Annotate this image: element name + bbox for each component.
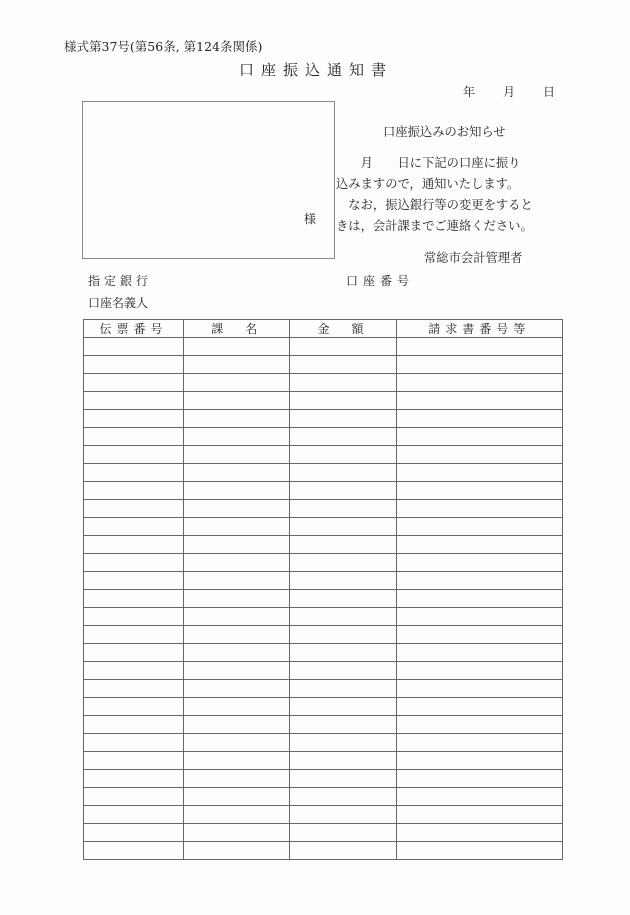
table-cell — [290, 338, 396, 356]
table-row — [84, 806, 563, 824]
table-cell — [396, 464, 562, 482]
table-cell — [184, 716, 290, 734]
table-cell — [84, 410, 184, 428]
table-cell — [84, 572, 184, 590]
table-row — [84, 482, 563, 500]
table-cell — [396, 482, 562, 500]
table-cell — [396, 518, 562, 536]
table-cell — [290, 770, 396, 788]
table-cell — [290, 410, 396, 428]
notice-block — [336, 122, 562, 269]
table-cell — [84, 734, 184, 752]
table-cell — [290, 644, 396, 662]
table-cell — [290, 698, 396, 716]
table-row — [84, 716, 563, 734]
table-row — [84, 500, 563, 518]
form-number: 様式第37号(第56条, 第124条関係) — [64, 39, 263, 54]
table-row — [84, 374, 563, 392]
table-cell — [396, 374, 562, 392]
table-cell — [84, 554, 184, 572]
table-cell — [290, 536, 396, 554]
table-cell — [84, 392, 184, 410]
notice-line: 込みますので，通知いたします。 — [336, 177, 520, 191]
table-cell — [84, 752, 184, 770]
table-row — [84, 410, 563, 428]
table-cell — [84, 356, 184, 374]
table-cell — [290, 428, 396, 446]
table-cell — [290, 446, 396, 464]
table-cell — [290, 518, 396, 536]
table-cell — [84, 428, 184, 446]
table-cell — [290, 626, 396, 644]
table-cell — [84, 338, 184, 356]
table-cell — [290, 482, 396, 500]
table-cell — [84, 446, 184, 464]
table-cell — [184, 482, 290, 500]
table-cell — [184, 356, 290, 374]
table-cell — [184, 500, 290, 518]
table-cell — [396, 536, 562, 554]
table-cell — [184, 734, 290, 752]
table-cell — [184, 608, 290, 626]
table-cell — [184, 626, 290, 644]
table-row — [84, 662, 563, 680]
table-cell — [184, 392, 290, 410]
notice-line: きは，会計課までご連絡ください。 — [336, 219, 533, 233]
table-cell — [184, 518, 290, 536]
bank-label: 指定銀行 — [88, 274, 153, 288]
table-cell — [396, 608, 562, 626]
table-cell — [396, 626, 562, 644]
table-cell — [290, 662, 396, 680]
table-row — [84, 392, 563, 410]
table-cell — [290, 392, 396, 410]
table-cell — [396, 644, 562, 662]
table-cell — [290, 554, 396, 572]
table-row — [84, 734, 563, 752]
date-month-label: 月 — [503, 85, 516, 99]
notice-line: なお，振込銀行等の変更をすると — [336, 198, 533, 212]
date-year-label: 年 — [463, 85, 476, 99]
column-header: 金 額 — [290, 320, 396, 338]
table-cell — [84, 374, 184, 392]
table-cell — [184, 662, 290, 680]
table-cell — [396, 716, 562, 734]
table-cell — [184, 428, 290, 446]
table-row — [84, 518, 563, 536]
table-row — [84, 770, 563, 788]
table-cell — [184, 338, 290, 356]
notice-sender: 常総市会計管理者 — [424, 251, 523, 265]
account-number-label: 口座番号 — [346, 274, 415, 288]
table-cell — [184, 788, 290, 806]
table-cell — [184, 824, 290, 842]
notice-heading: 口座振込みのお知らせ — [383, 125, 506, 139]
table-row — [84, 608, 563, 626]
table-row — [84, 788, 563, 806]
table-cell — [396, 752, 562, 770]
table-row — [84, 644, 563, 662]
transfer-table — [83, 319, 563, 860]
date-line — [463, 83, 555, 100]
table-cell — [84, 842, 184, 860]
table-cell — [396, 446, 562, 464]
table-cell — [184, 698, 290, 716]
document-title: 口座振込通知書 — [239, 61, 394, 79]
table-row — [84, 356, 563, 374]
table-cell — [184, 752, 290, 770]
column-header: 課 名 — [184, 320, 290, 338]
table-row — [84, 446, 563, 464]
table-cell — [396, 392, 562, 410]
table-body — [84, 338, 563, 860]
table-cell — [396, 356, 562, 374]
table-cell — [84, 806, 184, 824]
table-cell — [184, 410, 290, 428]
table-cell — [290, 590, 396, 608]
table-row — [84, 536, 563, 554]
table-row — [84, 626, 563, 644]
table-cell — [396, 680, 562, 698]
table-row — [84, 842, 563, 860]
table-row — [84, 698, 563, 716]
table-cell — [396, 842, 562, 860]
table-cell — [290, 716, 396, 734]
table-cell — [290, 500, 396, 518]
table-cell — [290, 824, 396, 842]
table-cell — [290, 464, 396, 482]
table-cell — [396, 806, 562, 824]
table-cell — [396, 590, 562, 608]
column-header: 請求書番号等 — [396, 320, 562, 338]
table-cell — [184, 644, 290, 662]
table-cell — [84, 662, 184, 680]
table-cell — [290, 680, 396, 698]
table-cell — [396, 734, 562, 752]
table-cell — [184, 590, 290, 608]
table-cell — [84, 824, 184, 842]
table-cell — [396, 824, 562, 842]
table-cell — [84, 500, 184, 518]
table-cell — [290, 806, 396, 824]
table-cell — [396, 410, 562, 428]
table-cell — [84, 482, 184, 500]
table-cell — [396, 770, 562, 788]
table-cell — [184, 536, 290, 554]
table-cell — [84, 608, 184, 626]
table-row — [84, 590, 563, 608]
addressee-box — [82, 101, 335, 259]
notice-line: 月 日に下記の口座に振り — [336, 156, 521, 170]
table-row — [84, 680, 563, 698]
table-cell — [290, 608, 396, 626]
table-cell — [290, 788, 396, 806]
table-cell — [396, 698, 562, 716]
table-cell — [84, 464, 184, 482]
table-cell — [290, 374, 396, 392]
table-row — [84, 752, 563, 770]
table-cell — [184, 572, 290, 590]
table-cell — [84, 536, 184, 554]
table-cell — [184, 464, 290, 482]
table-cell — [184, 680, 290, 698]
table-cell — [84, 698, 184, 716]
table-cell — [184, 554, 290, 572]
table-cell — [396, 554, 562, 572]
table-header-row — [84, 320, 563, 338]
table-cell — [290, 752, 396, 770]
table-cell — [396, 788, 562, 806]
table-cell — [184, 806, 290, 824]
table-cell — [290, 734, 396, 752]
date-day-label: 日 — [543, 85, 556, 99]
addressee-honorific: 様 — [304, 212, 317, 226]
table-cell — [84, 590, 184, 608]
table-cell — [396, 428, 562, 446]
table-cell — [84, 644, 184, 662]
column-header: 伝票番号 — [84, 320, 184, 338]
table-cell — [84, 788, 184, 806]
table-cell — [84, 716, 184, 734]
table-cell — [396, 572, 562, 590]
table-row — [84, 464, 563, 482]
table-row — [84, 572, 563, 590]
table-cell — [184, 842, 290, 860]
table-cell — [290, 356, 396, 374]
table-cell — [290, 842, 396, 860]
table-row — [84, 428, 563, 446]
table-row — [84, 338, 563, 356]
table-cell — [84, 518, 184, 536]
table-cell — [84, 770, 184, 788]
table-cell — [396, 500, 562, 518]
table-cell — [84, 680, 184, 698]
table-row — [84, 554, 563, 572]
table-cell — [184, 770, 290, 788]
table-cell — [290, 572, 396, 590]
table-row — [84, 824, 563, 842]
table-cell — [184, 446, 290, 464]
table-cell — [84, 626, 184, 644]
table-cell — [184, 374, 290, 392]
account-holder-label: 口座名義人 — [88, 296, 149, 310]
table-cell — [396, 662, 562, 680]
table-cell — [396, 338, 562, 356]
